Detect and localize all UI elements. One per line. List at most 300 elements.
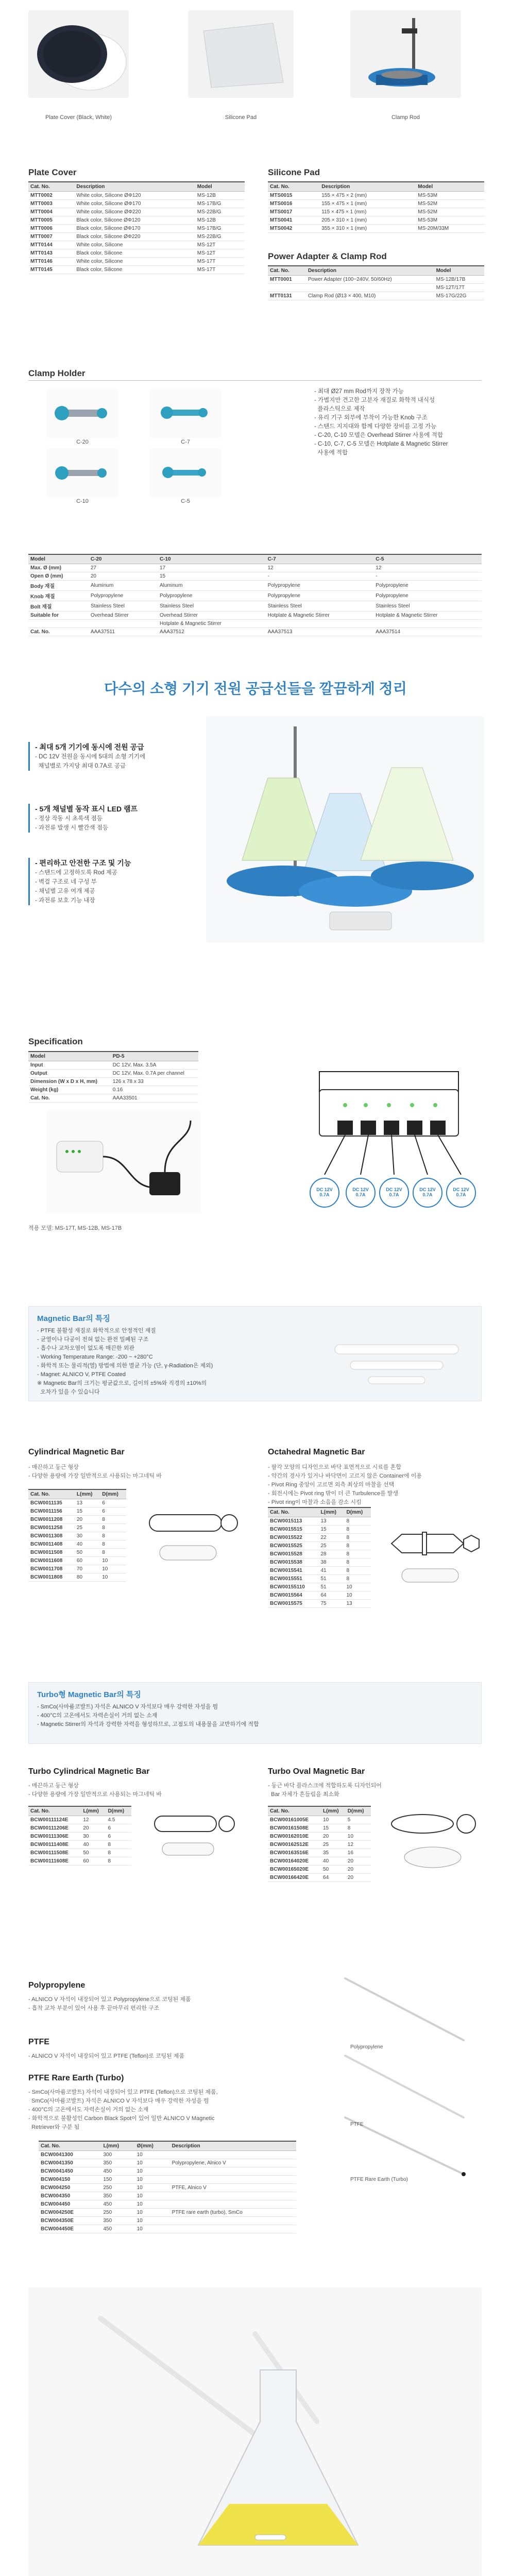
turbo-oval-row-cell: BCW00165020E: [268, 1866, 321, 1874]
magnetic-features-title: Magnetic Bar의 특징: [37, 1314, 110, 1323]
feature-block: [28, 742, 198, 771]
cylindrical-row-cell: 50: [75, 1549, 100, 1557]
turbo-oval-row-cell: BCW00161005E: [268, 1816, 321, 1824]
octahedral-row-cell: BCW00155110: [268, 1583, 318, 1591]
silicone-pad-row-cell: MTS0017: [268, 208, 319, 216]
silicone-pad-table: [268, 181, 484, 233]
plate-cover-header-cat: Cat. No.: [28, 182, 74, 192]
cylindrical-row-cell: 8: [100, 1540, 126, 1549]
clamp-c20-image: [46, 389, 118, 438]
octahedral-row: [268, 1542, 371, 1550]
turbo-cyl-row-cell: 8: [106, 1841, 131, 1849]
spec-row: [28, 1070, 198, 1078]
silicone-pad-photo: [188, 10, 294, 98]
turbo-cyl-row-cell: 40: [81, 1841, 106, 1849]
turbo-cyl-row-cell: 8: [106, 1849, 131, 1857]
power-adapter-row: [268, 292, 484, 300]
retriever-row: [39, 2167, 296, 2176]
plate-cover-image: [28, 10, 129, 98]
retriever-row-cell: 250: [101, 2209, 134, 2217]
feature-line: - 스탠드에 고정하도록 Rod 제공: [35, 870, 117, 876]
clamp-holder-title: Clamp Holder: [28, 368, 86, 378]
turbo-oval-row-cell: 64: [321, 1874, 346, 1882]
spec-row-cell: Dimension (W x D x H, mm): [28, 1078, 111, 1086]
turbo-oval-row-cell: 20: [346, 1857, 371, 1866]
device-note: 적용 모델: MS-17T, MS-12B, MS-17B: [28, 1225, 122, 1231]
turbo-cyl-row-cell: BCW00111508E: [28, 1849, 81, 1857]
silicone-pad-row-cell: 155 × 475 × 1 (mm): [319, 200, 416, 208]
clamp-row-cell: Polypropylene: [373, 591, 482, 601]
spec-row: [28, 1086, 198, 1094]
retriever-row-cell: BCW0041350: [39, 2159, 101, 2167]
clamp-row-cell: [89, 620, 158, 628]
cylindrical-desc: [28, 1463, 245, 1481]
octahedral-row-cell: 8: [344, 1558, 371, 1567]
cylindrical-row: [28, 1573, 126, 1582]
toval-header-d: D(mm): [346, 1806, 371, 1816]
silicone-pad-header-desc: Description: [319, 182, 416, 192]
turbo-feature-line: - Magnetic Stirrer의 자석과 강력한 자력을 형성하므로, 고점도의 내용물을 교반하기에 적합: [37, 1721, 259, 1727]
clamp-row-cell: AAA37511: [89, 628, 158, 636]
turbo-oval-row: [268, 1824, 371, 1833]
octahedral-row-cell: 15: [318, 1526, 344, 1534]
retriever-row-cell: BCW004250: [39, 2184, 101, 2192]
magnetic-feature-line: - Working Temperature Range: -200 ~ +280°C: [37, 1354, 153, 1360]
cylindrical-row-cell: 8: [100, 1532, 126, 1540]
feature-line: - 벽걸 구조로 네 구성 부: [35, 879, 97, 885]
magnetic-feature-line: - 균열이나 다공이 전혀 없는 완전 밀폐된 구조: [37, 1336, 149, 1343]
turbo-cyl-diagram: [144, 1806, 242, 1862]
octahedral-row: [268, 1591, 371, 1600]
retriever-row: [39, 2192, 296, 2200]
retriever-row-cell: [170, 2176, 296, 2184]
octahedral-row-cell: 8: [344, 1575, 371, 1583]
turbo-oval-row-cell: 12: [346, 1841, 371, 1849]
polypropylene-title: Polypropylene: [28, 1981, 86, 1990]
cylindrical-row-cell: 15: [75, 1507, 100, 1516]
silicone-pad-row-cell: 115 × 475 × 1 (mm): [319, 208, 416, 216]
plate-cover-row-cell: MS-22B/G: [195, 233, 245, 241]
octahedral-desc: [268, 1463, 484, 1507]
retriever-row-cell: 350: [101, 2159, 134, 2167]
clamp-row: [28, 620, 482, 628]
turbo-oval-diagram-svg: [384, 1806, 482, 1878]
retriever-row-cell: 450: [101, 2200, 134, 2209]
clamp-c20-caption: C-20: [76, 439, 89, 445]
turbo-oval-row-cell: 25: [321, 1841, 346, 1849]
turbo-feature-line: - SmCo(사마륨코발트) 자석은 ALNICO V 자석보다 매우 강력한 자성을 띔: [37, 1704, 218, 1710]
plate-cover-row-cell: White color, Silicone ØΦ220: [74, 208, 195, 216]
clamp-rod-caption: Clamp Rod: [391, 114, 420, 121]
cylindrical-row: [28, 1516, 126, 1524]
clamp-row-cell: Hotplate & Magnetic Stirrer: [373, 612, 482, 620]
clamp-note-line: - 유리 기구 외부에 부착이 가능한 Knob 구조: [314, 415, 428, 421]
silicone-pad-row-cell: MS-52M: [416, 208, 484, 216]
retriever-row-cell: BCW004450: [39, 2200, 101, 2209]
octahedral-row-cell: 64: [318, 1591, 344, 1600]
spec-row: [28, 1078, 198, 1086]
octahedral-row: [268, 1567, 371, 1575]
octahedral-row-cell: 10: [344, 1583, 371, 1591]
plate-cover-row-cell: MS-17T: [195, 258, 245, 266]
spec-row-cell: 0.16: [111, 1086, 198, 1094]
clamp-row-cell: Stainless Steel: [266, 601, 374, 612]
ret-header-desc: Description: [170, 2141, 296, 2151]
polypropylene-desc: [28, 1995, 317, 2013]
spec-row-cell: Weight (kg): [28, 1086, 111, 1094]
cylindrical-title: Cylindrical Magnetic Bar: [28, 1448, 125, 1456]
octahedral-row-cell: 8: [344, 1534, 371, 1542]
plate-cover-row-cell: MTT0004: [28, 208, 74, 216]
silicone-pad-caption: Silicone Pad: [225, 114, 257, 121]
clamp-row-cell: 15: [158, 572, 266, 581]
cylindrical-diagram: [139, 1504, 242, 1571]
clamp-c10-caption: C-10: [76, 498, 89, 504]
feature-line: 채널별로 가지당 최대 0.7A로 공급: [35, 763, 126, 769]
dc-label-5: DC 12V 0.7A: [453, 1187, 469, 1197]
octahedral-desc-line: - Pivot ring이 마찰과 소음을 감소 시킴: [268, 1499, 362, 1505]
turbo-cyl-row-cell: BCW00111206E: [28, 1824, 81, 1833]
cylindrical-row-cell: 10: [100, 1573, 126, 1582]
octahedral-row: [268, 1583, 371, 1591]
retriever-row-cell: BCW0041300: [39, 2151, 101, 2159]
feature-line: - 정상 작동 시 초록색 점등: [35, 816, 103, 822]
silicone-pad-row: [268, 208, 484, 216]
ret-header-l: L(mm): [101, 2141, 134, 2151]
clamp-c7-caption: C-7: [181, 439, 190, 445]
cylindrical-diagram-svg: [139, 1504, 242, 1571]
clamp-row-cell: Bolt 재질: [28, 601, 89, 612]
octahedral-desc-line: - Pivot Ring 중앙이 고르면 외측 최상의 마찰을 선택: [268, 1482, 395, 1488]
retriever-row-cell: 10: [135, 2192, 170, 2200]
stirrer-setup-image: [206, 716, 484, 943]
rare-earth-desc-line: - SmCo(사마륨코발트) 자석이 내장되어 있고 PTFE (Teflon)으로 코팅된 제품,: [28, 2089, 218, 2095]
turbo-cyl-row-cell: BCW00111608E: [28, 1857, 81, 1866]
power-adapter-row-cell: Power Adapter (100~240V, 50/60Hz): [306, 276, 434, 284]
plate-cover-row: [28, 258, 245, 266]
octahedral-row-cell: BCW0015515: [268, 1526, 318, 1534]
turbo-oval-row: [268, 1849, 371, 1857]
octahedral-row-cell: BCW0015113: [268, 1517, 318, 1526]
retriever-row-cell: 10: [135, 2217, 170, 2225]
dc-label-4: DC 12V 0.7A: [419, 1187, 436, 1197]
feature-line: - DC 12V 전원을 동시에 5대의 소형 기기에: [35, 754, 146, 760]
turbo-cyl-row-cell: BCW00111408E: [28, 1841, 81, 1849]
clamp-c7-photo: [149, 389, 222, 438]
retriever-row-cell: 10: [135, 2167, 170, 2176]
power-distributor-image: [46, 1110, 201, 1213]
feature-title: - 5개 채널별 동작 표시 LED 램프: [35, 805, 138, 813]
plate-cover-row-cell: MS-12T: [195, 249, 245, 258]
turbo-oval-row-cell: BCW00161508E: [268, 1824, 321, 1833]
clamp-row-cell: 12: [373, 564, 482, 572]
cylindrical-row-cell: 13: [75, 1499, 100, 1507]
turbo-cyl-row-cell: 6: [106, 1833, 131, 1841]
power-adapter-row-cell: MS-12T/17T: [434, 284, 484, 292]
cylindrical-row-cell: BCW0011156: [28, 1507, 75, 1516]
retriever-row: [39, 2159, 296, 2167]
plate-cover-row-cell: MS-12B: [195, 216, 245, 225]
octahedral-row-cell: 10: [344, 1591, 371, 1600]
magnetic-feature-line: - 화학적 또는 물리적(열) 방법에 의한 멸균 가능 (단, γ-Radiation은 제외): [37, 1363, 213, 1369]
turbo-cyl-row-cell: BCW00111306E: [28, 1833, 81, 1841]
cylindrical-row-cell: 25: [75, 1524, 100, 1532]
clamp-row-cell: [266, 620, 374, 628]
plate-cover-table: [28, 181, 245, 274]
octahedral-row-cell: 51: [318, 1575, 344, 1583]
octahedral-row-cell: BCW0015564: [268, 1591, 318, 1600]
cylindrical-row-cell: BCW0011608: [28, 1557, 75, 1565]
ptfe-desc: [28, 2052, 317, 2061]
power-adapter-row-cell: MS-12B/17B: [434, 276, 484, 284]
cylindrical-row-cell: BCW0011208: [28, 1516, 75, 1524]
toval-header-l: L(mm): [321, 1806, 346, 1816]
octahedral-row-cell: 51: [318, 1583, 344, 1591]
silicone-pad-row-cell: MTS0042: [268, 225, 319, 233]
clamp-c20-photo: [46, 389, 118, 438]
cylindrical-row-cell: BCW0011308: [28, 1532, 75, 1540]
turbo-cyl-row-cell: 12: [81, 1816, 106, 1824]
turbo-cyl-row-cell: 6: [106, 1824, 131, 1833]
retriever-row-cell: 350: [101, 2217, 134, 2225]
plate-cover-row-cell: White color, Silicone ØΦ170: [74, 200, 195, 208]
turbo-oval-row-cell: BCW00162512E: [268, 1841, 321, 1849]
retriever-row-cell: PTFE rare earth (turbo), SmCo: [170, 2209, 296, 2217]
oct-header-d: D(mm): [344, 1507, 371, 1517]
cylindrical-row-cell: BCW0011808: [28, 1573, 75, 1582]
silicone-pad-title: Silicone Pad: [268, 167, 320, 177]
plate-cover-row: [28, 216, 245, 225]
turbo-oval-row-cell: BCW00162010E: [268, 1833, 321, 1841]
plate-cover-row-cell: MTT0145: [28, 266, 74, 274]
octahedral-desc-line: - 팔각 모양의 디자인으로 바닥 표면적으로 시료를 혼합: [268, 1464, 401, 1470]
plate-cover-row-cell: Black color, Silicone ØΦ120: [74, 216, 195, 225]
oct-header-l: L(mm): [318, 1507, 344, 1517]
cylindrical-row-cell: BCW0011135: [28, 1499, 75, 1507]
spec-row: [28, 1094, 198, 1103]
plate-cover-row-cell: MTT0002: [28, 192, 74, 200]
silicone-pad-header-cat: Cat. No.: [268, 182, 319, 192]
spec-row-cell: 126 x 78 x 33: [111, 1078, 198, 1086]
toval-header-cat: Cat. No.: [268, 1806, 321, 1816]
clamp-holder-rule: [28, 380, 482, 381]
rare-earth-desc-line: SmCo(사마륨코발트) 자석은 ALNICO V 자석보다 매우 강력한 자성을 띔: [28, 2098, 209, 2104]
plate-cover-row-cell: Black color, Silicone: [74, 266, 195, 274]
feature-line: - 채널별 고유 여개 제공: [35, 888, 95, 894]
spec-row-cell: Cat. No.: [28, 1094, 111, 1103]
octahedral-row-cell: BCW0015575: [268, 1600, 318, 1608]
clamp-row-cell: Cat. No.: [28, 628, 89, 636]
clamp-row: [28, 591, 482, 601]
spec-row-cell: DC 12V, Max. 3.5A: [111, 1061, 198, 1070]
power-adapter-row-cell: [268, 284, 306, 292]
cylindrical-row-cell: 80: [75, 1573, 100, 1582]
octahedral-row: [268, 1517, 371, 1526]
turbo-cyl-row-cell: 50: [81, 1849, 106, 1857]
clamp-row-cell: Polypropylene: [89, 591, 158, 601]
power-adapter-title: Power Adapter & Clamp Rod: [268, 251, 387, 261]
silicone-pad-row: [268, 200, 484, 208]
rare-earth-desc-line: Retriever와 구분 됨: [28, 2124, 80, 2130]
retriever-row-cell: BCW004350: [39, 2192, 101, 2200]
clamp-header-c10: C-10: [158, 554, 266, 564]
turbo-oval-desc-line: - 둥근 바닥 플라스크에 적합하도록 디자인되어: [268, 1783, 382, 1789]
magnetic-feature-line: - 흡수나 교차오염이 없도록 매끈한 외관: [37, 1345, 134, 1351]
retriever-row-cell: 350: [101, 2192, 134, 2200]
ptfe-desc-line: - ALNICO V 자석이 내장되어 있고 PTFE (Teflon)로 코팅된 제품: [28, 2053, 185, 2059]
silicone-pad-row: [268, 225, 484, 233]
cylindrical-row-cell: BCW0011408: [28, 1540, 75, 1549]
cyl-header-d: D(mm): [100, 1489, 126, 1499]
plate-cover-row-cell: MTT0144: [28, 241, 74, 249]
silicone-pad-row-cell: MS-52M: [416, 200, 484, 208]
plate-cover-row-cell: MS-17B/G: [195, 200, 245, 208]
plate-cover-row: [28, 241, 245, 249]
magnetic-feature-line: 오차가 있을 수 있습니다: [37, 1389, 100, 1395]
turbo-oval-row-cell: BCW00164020E: [268, 1857, 321, 1866]
plate-cover-row-cell: White color, Silicone ØΦ120: [74, 192, 195, 200]
retriever-table: [39, 2141, 296, 2233]
turbo-oval-row-cell: 16: [346, 1849, 371, 1857]
turbo-oval-row: [268, 1841, 371, 1849]
clamp-note-line: - C-20, C-10 모델은 Overhead Stirrer 사용에 적합: [314, 432, 443, 438]
plate-cover-row-cell: MTT0143: [28, 249, 74, 258]
cylindrical-row-cell: BCW0011258: [28, 1524, 75, 1532]
turbo-cyl-row-cell: 60: [81, 1857, 106, 1866]
plate-cover-row: [28, 192, 245, 200]
power-adapter-row-cell: MTT0001: [268, 276, 306, 284]
clamp-row-cell: 12: [266, 564, 374, 572]
retriever-row: [39, 2225, 296, 2233]
clamp-row-cell: Polypropylene: [266, 581, 374, 591]
oct-header-cat: Cat. No.: [268, 1507, 318, 1517]
silicone-pad-row-cell: MS-53M: [416, 216, 484, 225]
cylindrical-desc-line: - 다양한 용량에 가장 일반적으로 사용되는 마그네틱 바: [28, 1473, 162, 1479]
octahedral-row-cell: 8: [344, 1526, 371, 1534]
rare-earth-desc: [28, 2088, 317, 2132]
ret-header-cat: Cat. No.: [39, 2141, 101, 2151]
clamp-row-cell: AAA37514: [373, 628, 482, 636]
retriever-row: [39, 2200, 296, 2209]
rare-earth-desc-line: - 화학적으로 불활성인 Carbon Black Spot이 있어 일반 ALNICO V Magnetic: [28, 2115, 215, 2122]
power-adapter-header-cat: Cat. No.: [268, 266, 306, 276]
octahedral-row: [268, 1534, 371, 1542]
octahedral-row-cell: 25: [318, 1542, 344, 1550]
cylindrical-desc-line: - 매끈하고 둥근 형상: [28, 1464, 79, 1470]
clamp-holder-notes: [314, 387, 484, 457]
clamp-row-cell: 27: [89, 564, 158, 572]
plate-cover-row-cell: MTT0003: [28, 200, 74, 208]
plate-cover-row: [28, 200, 245, 208]
retriever-row-cell: 150: [101, 2176, 134, 2184]
clamp-header-c7: C-7: [266, 554, 374, 564]
feature-block: [28, 804, 198, 833]
plate-cover-row-cell: MS-12T: [195, 241, 245, 249]
turbo-cyl-row-cell: 4.5: [106, 1816, 131, 1824]
plate-cover-row-cell: Black color, Silicone ØΦ220: [74, 233, 195, 241]
clamp-note-line: - 스탠드 지지대와 함께 다양한 장비를 고정 가능: [314, 423, 437, 430]
turbo-cyl-row-cell: 8: [106, 1857, 131, 1866]
ptfe-caption: PTFE: [350, 2122, 364, 2127]
retriever-row-cell: 250: [101, 2184, 134, 2192]
silicone-pad-row-cell: MS-53M: [416, 192, 484, 200]
retriever-row: [39, 2184, 296, 2192]
plate-cover-row: [28, 249, 245, 258]
plate-cover-row-cell: MS-17T: [195, 266, 245, 274]
cylindrical-row-cell: 6: [100, 1499, 126, 1507]
octahedral-row: [268, 1575, 371, 1583]
spec-header-model: Model: [28, 1052, 111, 1061]
turbo-oval-row-cell: 20: [321, 1833, 346, 1841]
spec-row-cell: DC 12V, Max. 0.7A per channel: [111, 1070, 198, 1078]
octahedral-row-cell: BCW0015538: [268, 1558, 318, 1567]
silicone-pad-row-cell: MS-20M/33M: [416, 225, 484, 233]
clamp-holder-table: [28, 554, 482, 636]
octahedral-row-cell: 8: [344, 1550, 371, 1558]
clamp-note-line: 플라스틱으로 제작: [314, 406, 365, 412]
specification-table: [28, 1051, 198, 1103]
octahedral-row-cell: 38: [318, 1558, 344, 1567]
cylindrical-row-cell: 60: [75, 1557, 100, 1565]
power-adapter-header-model: Model: [434, 266, 484, 276]
clamp-note-line: - C-10, C-7, C-5 모델은 Hotplate & Magnetic Stirrer: [314, 441, 448, 447]
plate-cover-row-cell: MTT0146: [28, 258, 74, 266]
turbo-cyl-diagram-svg: [144, 1806, 242, 1862]
turbo-cyl-row: [28, 1849, 131, 1857]
retriever-row-cell: [170, 2167, 296, 2176]
turbo-oval-row-cell: 10: [346, 1833, 371, 1841]
stirrer-setup-photo: [206, 716, 484, 943]
turbo-oval-row-cell: 8: [346, 1824, 371, 1833]
retriever-row-cell: 10: [135, 2151, 170, 2159]
rare-earth-title: PTFE Rare Earth (Turbo): [28, 2074, 124, 2082]
octahedral-desc-line: - 회전시에는 Pivot ring 밖이 더 큰 Turbulence를 발생: [268, 1490, 399, 1497]
silicone-pad-row-cell: 155 × 475 × 2 (mm): [319, 192, 416, 200]
power-adapter-table: [268, 265, 484, 300]
turbo-oval-table: [268, 1806, 371, 1882]
clamp-c5-caption: C-5: [181, 498, 190, 504]
retriever-row-cell: BCW0041450: [39, 2167, 101, 2176]
retriever-row-cell: Polypropylene, Alnico V: [170, 2159, 296, 2167]
cylindrical-row: [28, 1532, 126, 1540]
clamp-row-cell: AAA37512: [158, 628, 266, 636]
turbo-features-lines: [37, 1703, 473, 1729]
cylindrical-row-cell: 20: [75, 1516, 100, 1524]
turbo-features-title: Turbo형 Magnetic Bar의 특징: [37, 1690, 141, 1699]
retriever-row-cell: [170, 2217, 296, 2225]
wiring-diagram-svg: [288, 1061, 495, 1226]
turbo-cyl-row-cell: 30: [81, 1833, 106, 1841]
spec-header-pd5: PD-5: [111, 1052, 198, 1061]
retriever-illustrations: [335, 1968, 489, 2184]
retriever-row-cell: PTFE, Alnico V: [170, 2184, 296, 2192]
turbo-oval-row: [268, 1816, 371, 1824]
turbo-oval-diagram: [384, 1806, 482, 1878]
retriever-row-cell: 10: [135, 2184, 170, 2192]
clamp-row-cell: [28, 620, 89, 628]
retriever-row-cell: BCW004450E: [39, 2225, 101, 2233]
plate-cover-row-cell: MS-12B: [195, 192, 245, 200]
octahedral-row-cell: 8: [344, 1517, 371, 1526]
clamp-c10-photo: [46, 448, 118, 497]
turbo-oval-row-cell: 20: [346, 1874, 371, 1882]
rare-earth-desc-line: - 400°C의 고온에서도 자력손실이 거의 없는 소재: [28, 2107, 149, 2113]
octahedral-row-cell: BCW0015525: [268, 1542, 318, 1550]
turbo-cyl-desc-line: - 다양한 용량에 가장 일반적으로 사용되는 마그네틱 바: [28, 1791, 162, 1798]
flask-retriever-photo: [28, 2287, 482, 2576]
retriever-row-cell: [170, 2192, 296, 2200]
turbo-oval-row: [268, 1866, 371, 1874]
